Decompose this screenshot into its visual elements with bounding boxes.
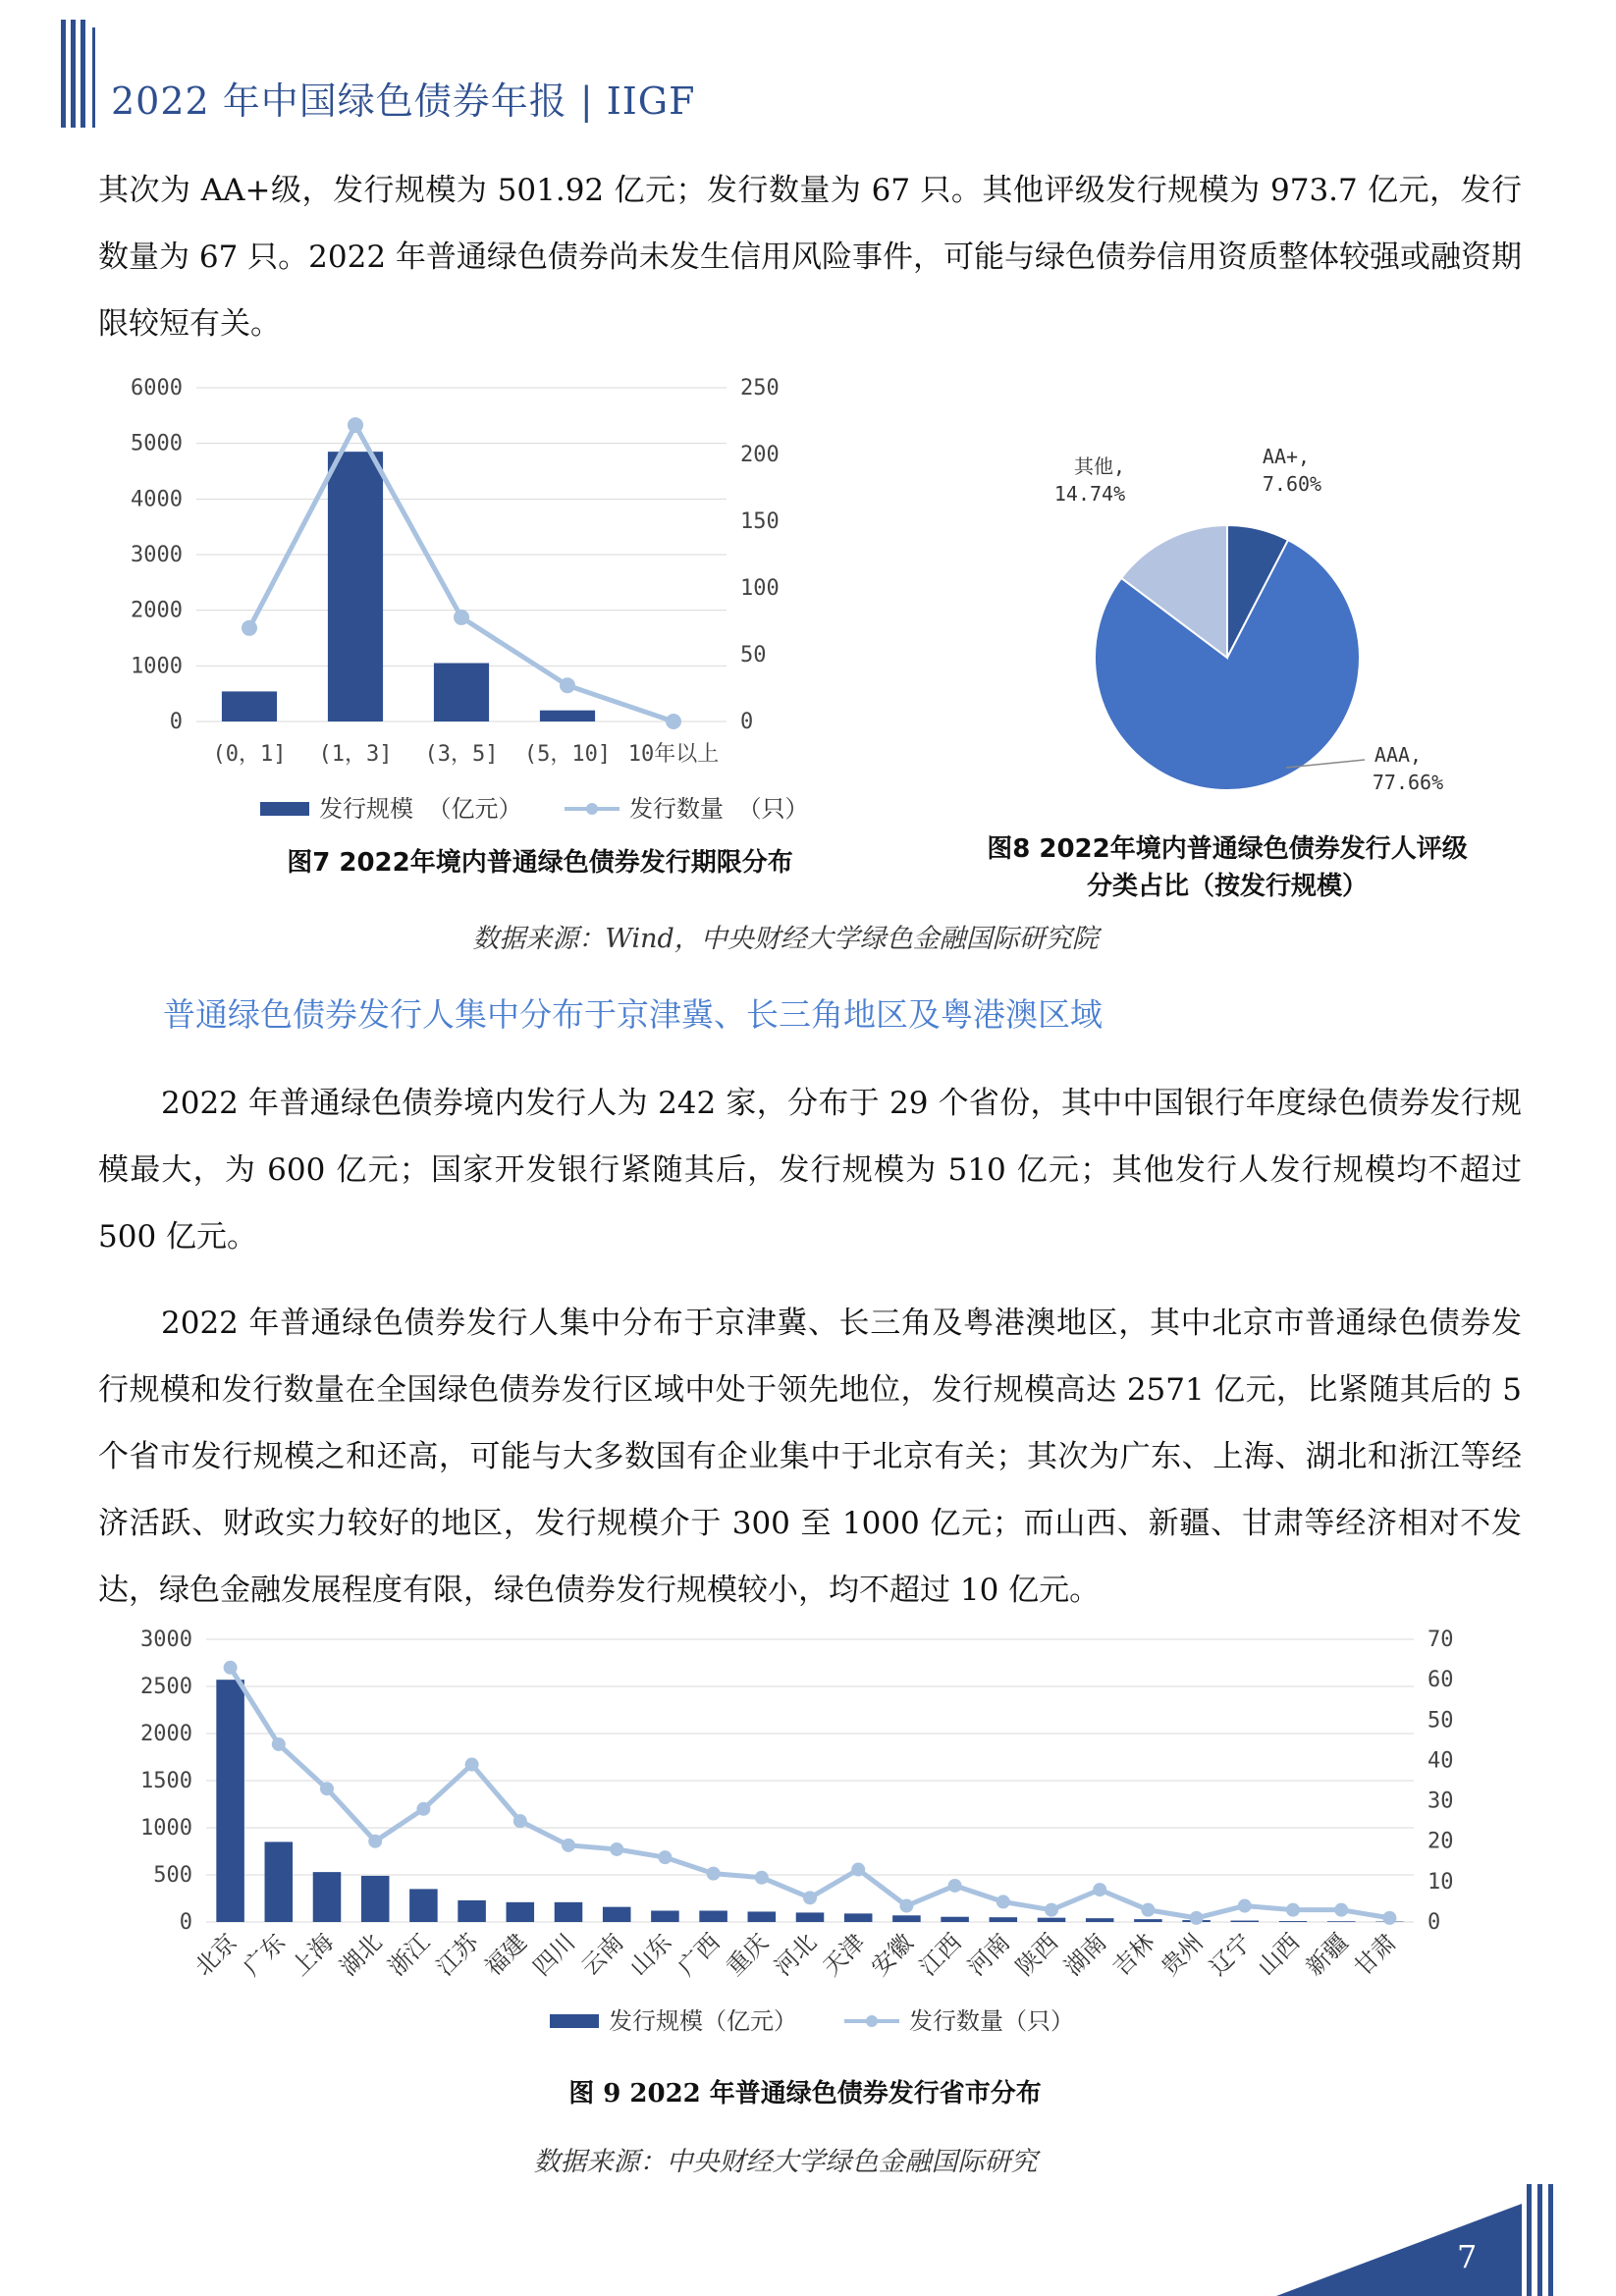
series-point [1045,1903,1058,1917]
x-tick-label: 四川 [527,1928,581,1982]
series-point [465,1758,479,1772]
series-point [803,1891,817,1904]
bar [699,1910,727,1922]
x-tick-label: 天津 [817,1928,871,1982]
bar [265,1842,294,1922]
chart-rating-pie [1041,432,1512,815]
y2-tick-label: 200 [740,443,780,467]
bar [507,1902,535,1922]
series-point [1382,1911,1396,1925]
y2-tick-label: 150 [740,509,780,534]
x-tick-label: 安徽 [865,1928,919,1982]
x-tick-label: 上海 [286,1928,340,1982]
series-point [948,1879,962,1893]
paragraph-3: 2022 年普通绿色债券发行人集中分布于京津冀、长三角及粤港澳地区，其中北京市普通绿色债券发行规模和发行数量在全国绿色债券发行区域中处于领先地位，发行规模高达 2571 亿元，比紧随其后的 5 个省市发行规模之和还高，可能与大多数国有企业集中于北京有关；其次为广东、上海、湖北和浙江等经济活跃、财政实力较好的地区，发行规模介于 300 至 1000 亿元；而山西、新疆、甘肃等经济相对不发达，绿色金融发展程度有限，绿色债券发行规模较小，均不超过 10 亿元。 [98,1306,1522,1608]
series-point [562,1839,575,1852]
y2-tick-label: 40 [1427,1748,1454,1774]
x-tick-label: 广西 [673,1928,726,1982]
series-point [224,1661,238,1675]
header-decoration [59,20,108,128]
series-point [416,1802,430,1816]
y2-tick-label: 50 [1427,1708,1454,1734]
x-tick-label: 甘肃 [1348,1928,1402,1982]
x-tick-label: 云南 [575,1928,629,1982]
x-tick-label: 山东 [623,1928,677,1982]
bar [216,1680,244,1922]
y-tick-label: 0 [179,1910,192,1935]
legend-line-label: 发行数量（只） [909,2007,1074,2035]
series-point [997,1895,1010,1908]
series-point [1093,1883,1106,1896]
y-tick-label: 3000 [140,1628,192,1652]
y2-tick-label: 60 [1427,1668,1454,1693]
y2-tick-label: 250 [740,376,780,400]
y2-tick-label: 10 [1427,1869,1454,1895]
x-tick-label: (5，10] [523,742,612,767]
y2-tick-label: 0 [1427,1910,1441,1935]
series-point [513,1814,527,1828]
x-tick-label: 河北 [769,1928,823,1982]
y-tick-label: 6000 [131,376,183,400]
series-point [1141,1903,1155,1917]
paragraph-1: 其次为 AA+级，发行规模为 501.92 亿元；发行数量为 67 只。其他评级发行规模为 973.7 亿元，发行数量为 67 只。2022 年普通绿色债券尚未发生信用风险事件，可能与绿色债券信用资质整体较强或融资期限较短有关。 [98,173,1522,342]
y-tick-label: 1000 [140,1816,192,1841]
figure-8-caption-line1: 图8 2022年境内普通绿色债券发行人评级 [987,834,1468,864]
series-point [242,620,257,636]
bar [941,1917,969,1922]
figure-8-caption-line2: 分类占比（按发行规模） [1086,872,1368,901]
bar [555,1902,583,1922]
legend-bar-label: 发行规模（亿元） [609,2007,797,2035]
x-tick-label: (3，5] [424,742,499,767]
legend-bar-swatch [260,802,309,816]
y-tick-label: 2000 [131,598,183,623]
x-tick-label: 福建 [479,1928,533,1982]
y-tick-label: 2000 [140,1722,192,1746]
bar [748,1911,777,1922]
series-point [666,714,681,729]
y2-tick-label: 0 [740,710,754,734]
series-point [348,417,363,433]
bar [1279,1921,1308,1922]
bar [434,664,489,722]
x-tick-label: 陕西 [1010,1928,1064,1982]
figure-8-caption [943,830,1512,905]
y-tick-label: 5000 [131,431,183,456]
pie-label-other-value: 14.74% [1053,482,1126,506]
x-tick-label: 江苏 [431,1928,484,1982]
bar [892,1915,921,1922]
y-tick-label: 4000 [131,487,183,512]
y-tick-label: 500 [153,1863,192,1888]
bar [796,1912,825,1922]
series-point [899,1899,913,1913]
y2-tick-label: 30 [1427,1789,1454,1814]
x-tick-label: 新疆 [1300,1928,1354,1982]
bar [458,1900,486,1922]
y-tick-label: 3000 [131,543,183,567]
figure-7-caption: 图7 2022年境内普通绿色债券发行期限分布 [287,848,793,878]
legend-bar-label: 发行规模 （亿元） [319,795,522,823]
figure-9-caption: 图 9 2022 年普通绿色债券发行省市分布 [568,2079,1042,2109]
source-note-2: 数据来源：中央财经大学绿色金融国际研究 [533,2147,1038,2177]
bar [1038,1918,1066,1922]
x-tick-label: 山西 [1252,1928,1306,1982]
x-tick-label: 广东 [238,1928,292,1982]
bar [1231,1921,1260,1922]
legend-line-marker [586,803,598,815]
bar [540,711,595,721]
x-tick-label: 湖南 [1058,1928,1112,1982]
pie-label-aaplus-name: AA+, [1262,445,1311,468]
y2-tick-label: 20 [1427,1829,1454,1854]
x-tick-label: 重庆 [721,1928,775,1982]
legend-bar-swatch [550,2014,599,2028]
series-point [368,1835,382,1848]
series-point [320,1782,334,1795]
header-title: 2022 年中国绿色债券年报 | IIGF [111,80,696,123]
series-point [1238,1899,1252,1913]
bar [313,1872,342,1922]
paragraph-2: 2022 年普通绿色债券境内发行人为 242 家，分布于 29 个省份，其中中国银行年度绿色债券发行规模最大，为 600 亿元；国家开发银行紧随其后，发行规模为 510 亿元；其他发行人发行规模均不超过 500 亿元。 [98,1086,1522,1255]
series-point [610,1842,623,1856]
chart-maturity-distribution [98,373,844,825]
footer-decoration [1276,2184,1616,2296]
section-title: 普通绿色债券发行人集中分布于京津冀、长三角地区及粤港澳区域 [163,995,1103,1034]
bar [844,1913,873,1922]
x-tick-label: 辽宁 [1204,1928,1258,1982]
x-tick-label: 河南 [962,1928,1016,1982]
x-tick-label: (1，3] [318,742,393,767]
pie-label-aaplus-value: 7.60% [1262,472,1322,496]
bar [1086,1918,1114,1922]
bar [328,452,383,721]
y-tick-label: 1500 [140,1769,192,1793]
series-point [1286,1903,1300,1917]
pie-label-aaa-value: 77.66% [1372,771,1444,794]
bar [1327,1921,1356,1922]
series-point [272,1737,286,1751]
bar [361,1876,390,1922]
x-tick-label: (0，1] [212,742,287,767]
chart-province-distribution [98,1610,1532,2042]
series-point [560,677,575,693]
legend-line-label: 发行数量 （只） [629,795,809,823]
x-tick-label: 江西 [914,1928,967,1982]
bar [603,1907,631,1922]
series-line [231,1668,1390,1918]
y-tick-label: 2500 [140,1675,192,1699]
x-tick-label: 浙江 [382,1928,436,1982]
bar [651,1910,679,1922]
series-point [707,1867,721,1881]
x-tick-label: 湖北 [334,1928,388,1982]
y2-tick-label: 70 [1427,1628,1454,1652]
y-tick-label: 0 [169,710,183,734]
source-note-1: 数据来源：Wind，中央财经大学绿色金融国际研究院 [472,924,1099,954]
x-tick-label: 吉林 [1106,1928,1160,1982]
y-tick-label: 1000 [131,654,183,679]
bar [409,1889,438,1922]
bar [222,691,277,721]
series-point [454,610,469,625]
series-point [1190,1911,1204,1925]
series-point [658,1850,672,1864]
bar [990,1917,1018,1922]
series-point [755,1871,769,1885]
x-tick-label: 10年以上 [627,742,720,767]
legend-line-marker [866,2015,878,2027]
y2-tick-label: 50 [740,643,767,667]
series-point [1334,1903,1348,1917]
series-point [851,1863,865,1877]
pie-label-aaa-name: AAA, [1374,743,1423,767]
page-number: 7 [1457,2238,1478,2275]
bar [1134,1919,1162,1922]
pie-label-other-name: 其他, [1073,454,1126,478]
x-tick-label: 贵州 [1156,1928,1209,1982]
x-tick-label: 北京 [189,1928,242,1982]
y2-tick-label: 100 [740,576,780,601]
